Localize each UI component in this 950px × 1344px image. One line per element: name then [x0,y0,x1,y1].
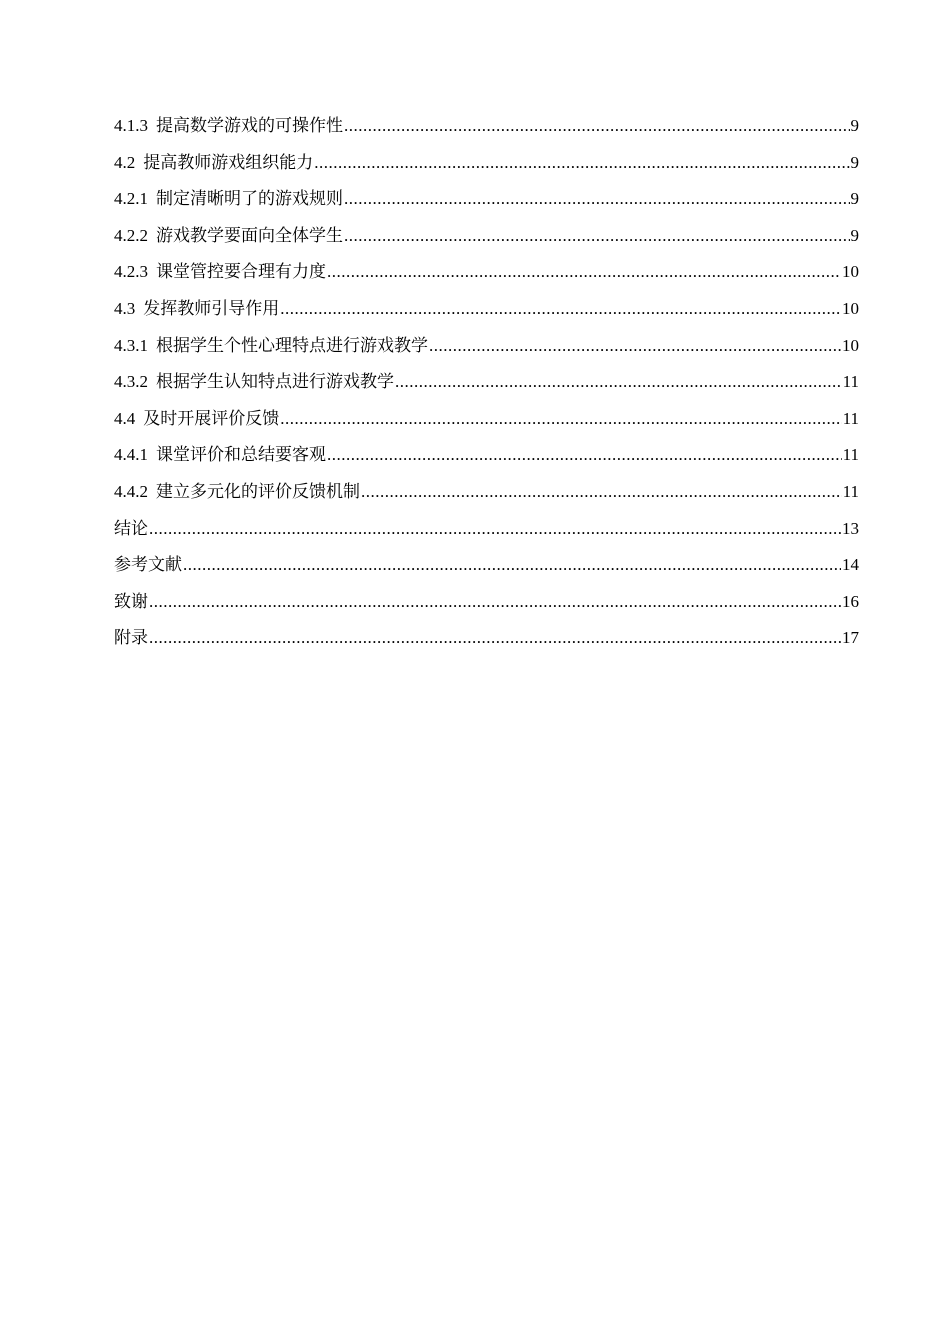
toc-entry-number: 4.3 [114,298,136,318]
toc-entry-title: 根据学生认知特点进行游戏教学 [156,372,394,392]
toc-dot-leader [183,547,841,584]
toc-entry-title: 参考文献 [114,555,182,575]
toc-dot-leader [344,218,850,255]
toc-entry-title: 及时开展评价反馈 [143,408,280,428]
toc-entry-4-2-3[interactable] [114,254,859,291]
toc-entry-4-2-1[interactable] [114,181,859,218]
toc-entry-4-3[interactable] [114,291,859,328]
toc-entry-page: 9 [850,189,859,209]
toc-dot-leader [327,437,842,474]
toc-dot-leader [314,145,849,182]
toc-entry-page: 9 [850,152,859,172]
toc-entry-number: 4.2.3 [114,262,148,282]
toc-entry-4-4-1[interactable] [114,437,859,474]
toc-entry-number: 4.1.3 [114,116,148,135]
toc-dot-leader [149,511,841,548]
toc-entry-page: 11 [842,481,859,501]
toc-entry-appendix[interactable] [114,620,859,657]
toc-entry-title: 根据学生个性心理特点进行游戏教学 [156,335,428,355]
toc-dot-leader [395,364,842,401]
toc-entry-page: 13 [842,518,859,538]
toc-entry-number: 4.2.2 [114,225,148,245]
toc-entry-number: 4.4 [114,408,136,428]
toc-entry-page: 16 [842,591,859,611]
toc-entry-title: 致谢 [114,591,148,611]
toc-entry-4-3-1[interactable] [114,328,859,365]
toc-entry-references[interactable] [114,547,859,584]
toc-entry-title: 制定清晰明了的游戏规则 [156,189,343,209]
toc-entry-page: 9 [850,225,859,245]
toc-entry-page: 17 [842,628,859,648]
toc-entry-title: 提高数学游戏的可操作性 [156,116,343,135]
toc-entry-number: 4.4.2 [114,481,148,501]
toc-entry-title: 课堂管控要合理有力度 [156,262,326,282]
toc-entry-4-2-2[interactable] [114,218,859,255]
toc-entry-number: 4.3.1 [114,335,148,355]
toc-entry-page: 11 [842,445,859,465]
toc-entry-title: 游戏教学要面向全体学生 [156,225,343,245]
toc-entry-number: 4.4.1 [114,445,148,465]
toc-entry-page: 14 [842,555,859,575]
toc-entry-4-3-2[interactable] [114,364,859,401]
toc-entry-acknowledgements[interactable] [114,584,859,621]
toc-entry-page: 11 [842,372,859,392]
toc-dot-leader [149,620,841,657]
toc-entry-4-4[interactable] [114,401,859,438]
toc-entry-page: 10 [842,262,859,282]
toc-entry-conclusion[interactable] [114,511,859,548]
toc-dot-leader [361,474,842,511]
toc-entry-title: 结论 [114,518,148,538]
toc-entry-number: 4.2.1 [114,189,148,209]
toc-dot-leader [280,401,841,438]
toc-dot-leader [344,181,850,218]
toc-entry-page: 10 [842,335,859,355]
toc-entry-number: 4.3.2 [114,372,148,392]
toc-dot-leader [327,254,841,291]
toc-entry-page: 9 [850,116,859,135]
toc-entry-title: 发挥教师引导作用 [143,298,280,318]
toc-entry-title: 课堂评价和总结要客观 [156,445,326,465]
toc-entry-4-2[interactable] [114,145,859,182]
toc-dot-leader [429,328,841,365]
toc-dot-leader [149,584,841,621]
toc-entry-4-4-2[interactable] [114,474,859,511]
toc-entry-number: 4.2 [114,152,136,172]
toc-dot-leader [344,108,850,145]
toc-entry-title: 附录 [114,628,148,648]
toc-entry-title: 建立多元化的评价反馈机制 [156,481,360,501]
toc-entry-page: 10 [842,298,859,318]
table-of-contents [114,108,859,657]
toc-entry-title: 提高教师游戏组织能力 [143,152,314,172]
toc-entry-4-1-3[interactable] [114,108,859,145]
toc-entry-page: 11 [842,408,859,428]
toc-dot-leader [280,291,841,328]
